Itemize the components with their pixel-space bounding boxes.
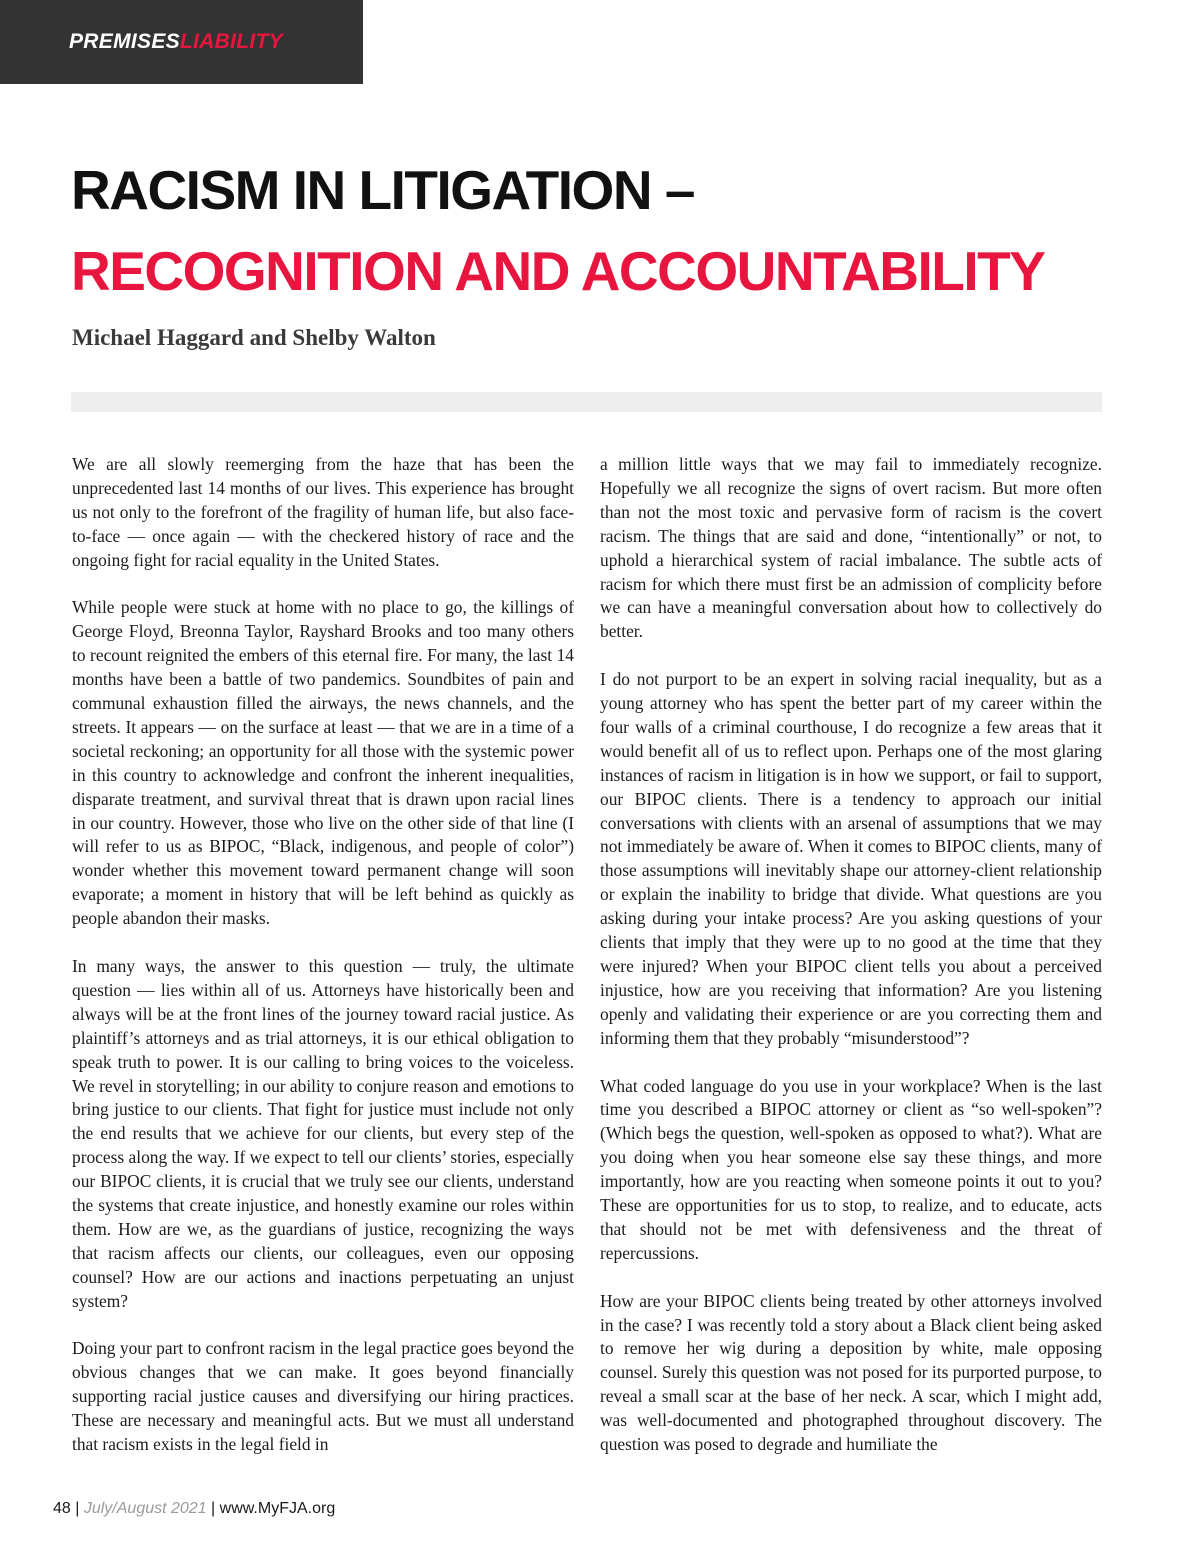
page-footer: 48 | July/August 2021 | www.MyFJA.org bbox=[53, 1500, 336, 1517]
paragraph: In many ways, the answer to this question — truly, the ultimate question — lies within all of us. Attorneys have historically been and always will be at the front lines of the journey toward racial justice. As plaintiff’s attorneys and as trial attorneys, it is our ethical obligation to speak truth to power. It is our calling to bring voices to the voiceless. We revel in storytelling; in our ability to conjure reason and emotions to bring justice to our clients. That fight for justice must include not only the end results that we achieve for our clients, but every step of the process along the way. If we expect to tell our clients’ stories, especially our BIPOC clients, it is crucial that we truly see our clients, understand the systems that create injustice, and honestly examine our roles within them. How are we, as the guardians of justice, recognizing the ways that racism affects our clients, our colleagues, even our opposing counsel? How are our actions and inactions perpetuating an unjust system? bbox=[72, 956, 574, 1311]
section-header-tab bbox=[0, 0, 363, 84]
website-link[interactable]: www.MyFJA.org bbox=[219, 1500, 336, 1517]
page-number: 48 bbox=[53, 1500, 71, 1517]
paragraph: a million little ways that we may fail to immediately recognize. Hopefully we all recognize the signs of overt racism. But more often than not the most toxic and pervasive form of racism is the covert racism. The things that are said and done, “intentionally” or not, to uphold a hierarchical system of racial imbalance. The subtle acts of racism for which there must first be an admission of complicity before we can have a meaningful conversation about how to collectively do better. bbox=[600, 454, 1102, 642]
paragraph: How are your BIPOC clients being treated by other attorneys involved in the case? I was recently told a story about a Black client being asked to remove her wig during a deposition by white, male opposing counsel. Surely this question was not posed for its purported purpose, to reveal a small scar at the base of her neck. A scar, which I might add, was well-documented and photographed throughout discovery. The question was posed to degrade and humiliate the bbox=[600, 1290, 1102, 1455]
left-column bbox=[72, 453, 574, 1457]
title-divider bbox=[71, 392, 1102, 412]
section-label: PREMISESLIABILITY bbox=[69, 30, 283, 53]
article-title bbox=[71, 150, 1151, 312]
paragraph: What coded language do you use in your workplace? When is the last time you described a BIPOC attorney or client as “so well-spoken”? (Which begs the question, well-spoken as opposed to what?). What are you doing when you hear someone else say these things, and more importantly, how are you reacting when someone points it out to you? These are opportunities for us to stop, to realize, and to educate, acts that should not be met with defensiveness and the threat of repercussions. bbox=[600, 1075, 1102, 1263]
title-line-2: RECOGNITION AND ACCOUNTABILITY bbox=[71, 240, 1045, 302]
paragraph: Doing your part to confront racism in the legal practice goes beyond the obvious changes that we can make. It goes beyond financially supporting racial justice causes and diversifying our hiring practices. These are necessary and meaningful acts. But we must all understand that racism exists in the legal field in bbox=[72, 1338, 574, 1455]
right-column bbox=[600, 453, 1102, 1457]
article-authors: Michael Haggard and Shelby Walton bbox=[72, 325, 436, 350]
title-line-1: RACISM IN LITIGATION – bbox=[71, 159, 694, 221]
paragraph: We are all slowly reemerging from the haze that has been the unprecedented last 14 months of our lives. This experience has brought us not only to the forefront of the fragility of human life, but also face-to-face — once again — with the checkered history of race and the ongoing fight for racial equality in the United States. bbox=[72, 454, 574, 570]
issue-date: July/August 2021 bbox=[83, 1500, 207, 1517]
paragraph: I do not purport to be an expert in solving racial inequality, but as a young attorney who has spent the better part of my career within the four walls of a criminal courthouse, I do recognize a few areas that it would benefit all of us to reflect upon. Perhaps one of the most glaring instances of racism in litigation is in how we support, or fail to support, our BIPOC clients. There is a tendency to approach our initial conversations with clients with an arsenal of assumptions that we may not immediately be aware of. When it comes to BIPOC clients, many of those assumptions will inevitably shape our attorney-client relationship or explain the inability to bridge that divide. What questions are you asking during your intake process? Are you asking questions of your clients that imply that they were up to no good at the time that they were injured? When your BIPOC client tells you about a perceived injustice, how are you receiving that information? Are you listening openly and validating their experience or are you correcting them and informing them that they probably “misunderstood”? bbox=[600, 669, 1102, 1048]
paragraph: While people were stuck at home with no place to go, the killings of George Floyd, Breonna Taylor, Rayshard Brooks and too many others to recount reignited the embers of this eternal fire. For many, the last 14 months have been a battle of two pandemics. Soundbites of pain and communal exhaustion filled the airways, the news channels, and the streets. It appears — on the surface at least — that we are in a time of a societal reckoning; an opportunity for all those with the systemic power in this country to acknowledge and confront the inherent inequalities, disparate treatment, and survival threat that is drawn upon racial lines in our country. However, those who live on the other side of that line (I will refer to us as BIPOC, “Black, indigenous, and people of color”) wonder whether this movement toward permanent change will soon evaporate; a moment in history that will be left behind as quickly as people abandon their masks. bbox=[72, 597, 574, 929]
